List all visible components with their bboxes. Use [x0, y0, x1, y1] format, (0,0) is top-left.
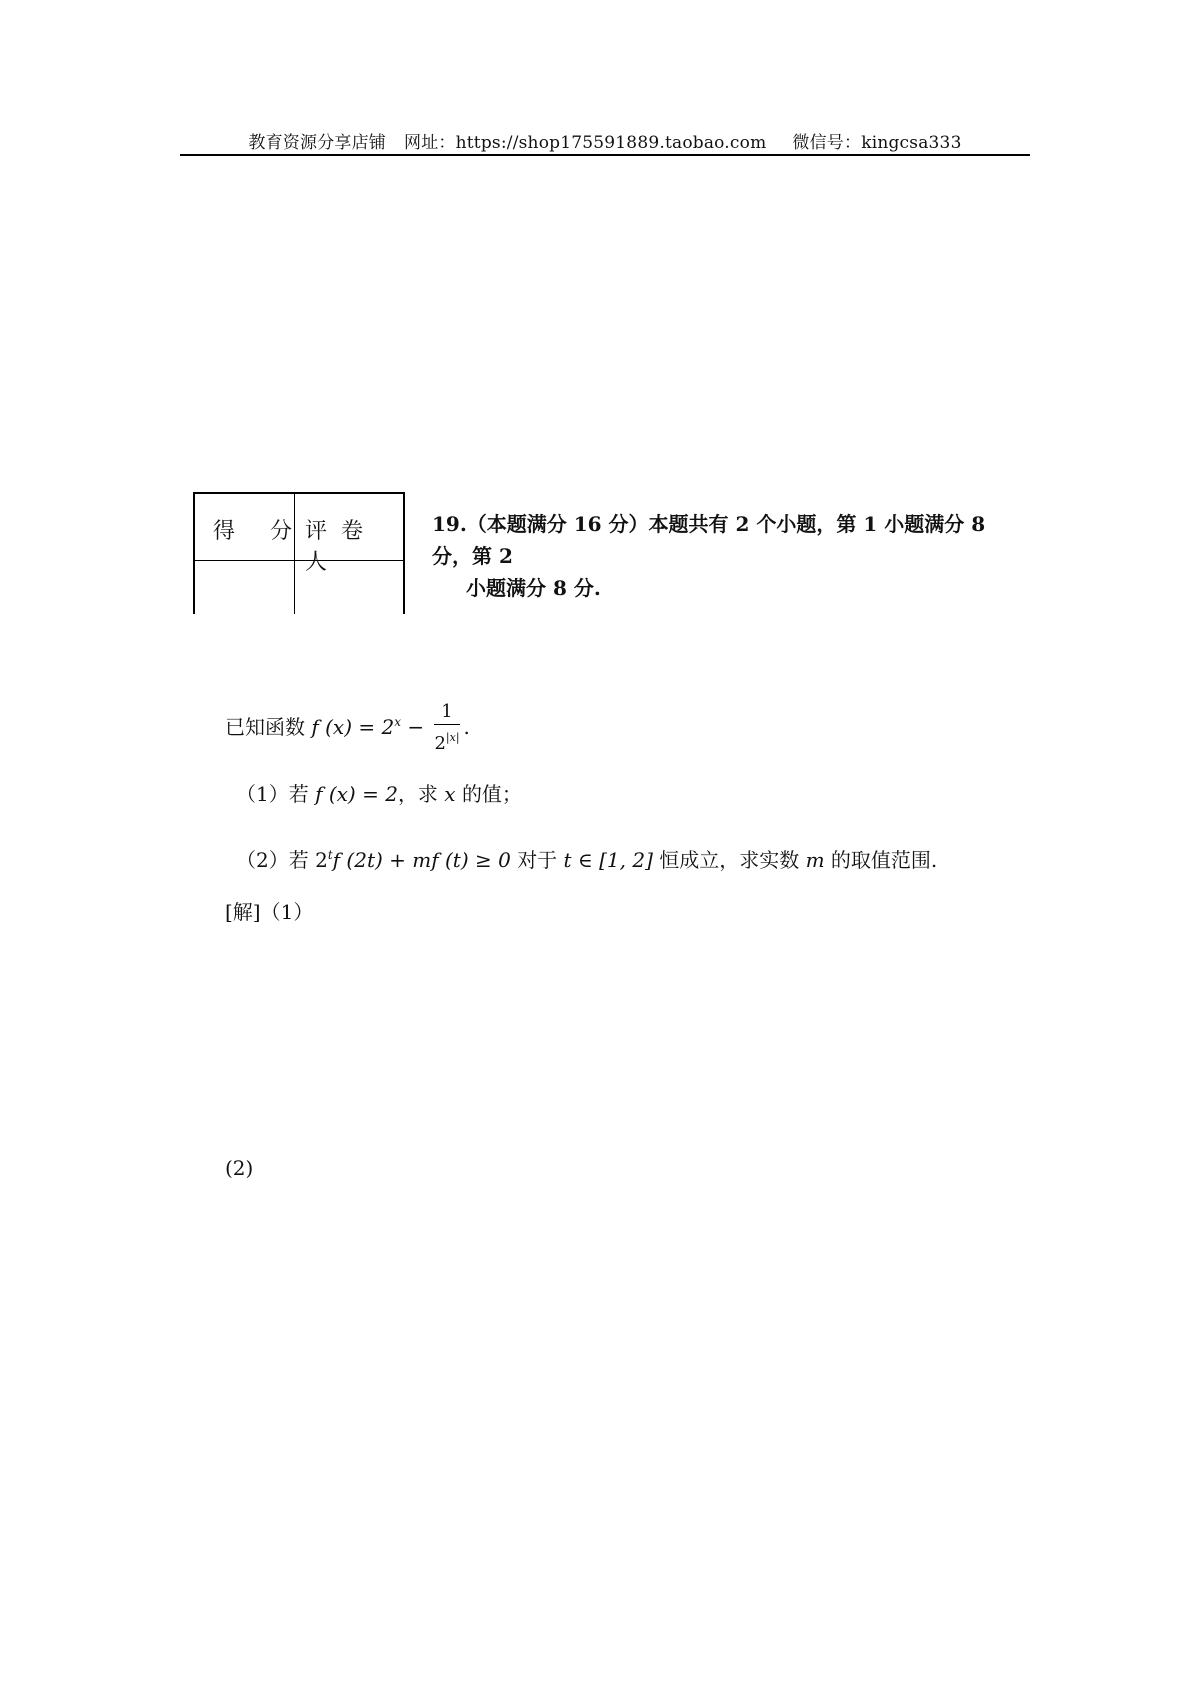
part1-equation: f (x) = 2 — [315, 782, 398, 806]
part2-prefix: （2）若 — [236, 848, 309, 872]
part2-mid2: 恒成立，求实数 — [659, 848, 800, 872]
header-wechat: 微信号：kingcsa333 — [792, 133, 962, 153]
part2-exponent: t — [327, 848, 333, 862]
function-definition — [225, 700, 470, 757]
function-fraction — [434, 700, 459, 757]
function-end: . — [463, 715, 470, 739]
part1-suffix: 的值； — [461, 782, 522, 806]
score-table-left-border — [193, 492, 195, 614]
fraction-numerator: 1 — [434, 700, 459, 725]
question-title-line1: 19.（本题满分 16 分）本题共有 2 个小题，第 1 小题满分 8 分，第 2 — [432, 512, 986, 568]
part2-inequality: f (2t) + mf (t) ≥ 0 — [332, 848, 511, 872]
fraction-denominator-base: 2 — [434, 733, 446, 754]
part1-variable: x — [444, 782, 456, 806]
part1-prefix: （1）若 — [236, 782, 309, 806]
score-table — [193, 492, 405, 614]
part-2-question — [236, 844, 937, 873]
solution-part2-label: (2) — [225, 1156, 254, 1180]
part1-mid: ，求 — [397, 782, 438, 806]
function-intro: 已知函数 — [225, 715, 305, 739]
function-minus: − — [407, 715, 425, 739]
score-table-center-border — [294, 492, 295, 614]
score-label: 得 分 — [213, 519, 306, 544]
part-1-question — [236, 778, 522, 807]
part2-condition: t ∈ [1, 2] — [563, 848, 653, 872]
part2-mid: 对于 — [517, 848, 558, 872]
fraction-denominator-exponent: |x| — [445, 731, 460, 744]
part2-base: 2 — [315, 848, 328, 872]
score-table-top-border — [193, 492, 405, 494]
function-lhs: f (x) = 2 — [311, 715, 395, 739]
header-url: 网址：https://shop175591889.taobao.com — [404, 133, 767, 153]
solution-label: [解]（1） — [225, 900, 314, 924]
part2-variable: m — [805, 848, 825, 872]
fraction-denominator — [434, 725, 459, 757]
grader-label: 评卷人 — [305, 519, 378, 575]
header-shop-name: 教育资源分享店铺 — [248, 133, 387, 153]
part2-suffix: 的取值范围. — [830, 848, 938, 872]
header-rule — [180, 154, 1030, 156]
page-header — [180, 128, 1030, 153]
function-exponent: x — [394, 715, 401, 729]
question-title — [432, 508, 1032, 604]
question-title-line2: 小题满分 8 分. — [466, 576, 601, 600]
